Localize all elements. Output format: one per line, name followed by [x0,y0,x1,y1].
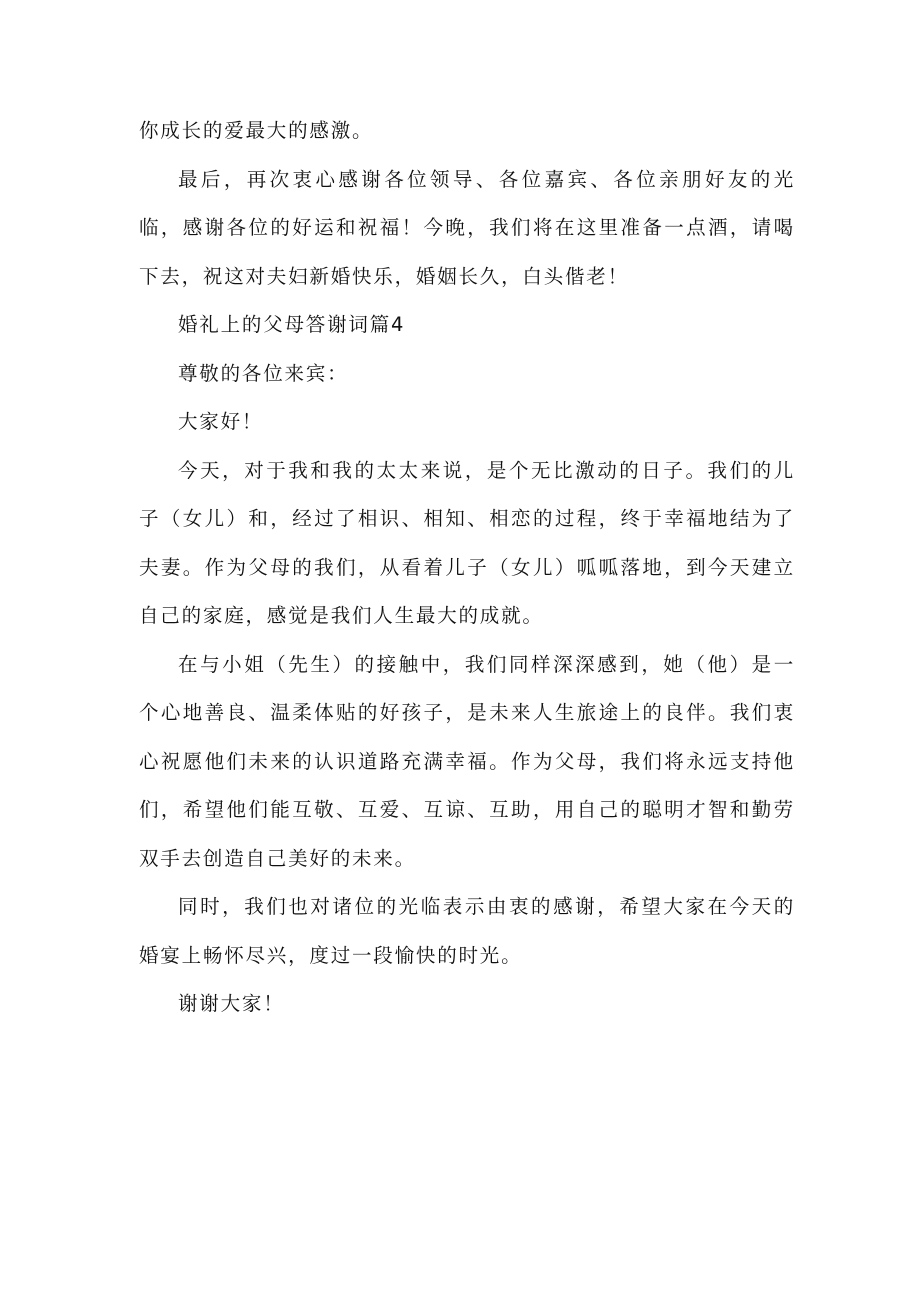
greeting: 大家好！ [178,410,264,433]
section-title: 婚礼上的父母答谢词篇4 [178,313,406,336]
paragraph-closing-thanks: 最后，再次衷心感谢各位领导、各位嘉宾、各位亲朋好友的光临，感谢各位的好运和祝福！今晚，我们将在这里准备一点酒，请喝下去，祝这对夫妇新婚快乐，婚姻长久，白头偕老！ [139,167,795,288]
paragraph-continuation: 你成长的爱最大的感激。 [139,119,374,142]
paragraph-today: 今天，对于我和我的太太来说，是个无比激动的日子。我们的儿子（女儿）和，经过了相识、相知、相恋的过程，终于幸福地结为了夫妻。作为父母的我们，从看着儿子（女儿）呱呱落地，到今天建立自己的家庭，感觉是我们人生最大的成就。 [139,458,795,627]
document-body [139,107,795,1029]
paragraph-gratitude: 同时，我们也对诸位的光临表示由衷的感谢，希望大家在今天的婚宴上畅怀尽兴，度过一段愉快的时光。 [139,895,795,967]
paragraph-blessing: 在与小姐（先生）的接触中，我们同样深深感到，她（他）是一个心地善良、温柔体贴的好孩子，是未来人生旅途上的良伴。我们衷心祝愿他们未来的认识道路充满幸福。作为父母，我们将永远支持他们，希望他们能互敬、互爱、互谅、互助，用自己的聪明才智和勤劳双手去创造自己美好的未来。 [139,652,795,870]
salutation: 尊敬的各位来宾： [178,361,349,385]
closing-thanks: 谢谢大家！ [178,992,285,1015]
